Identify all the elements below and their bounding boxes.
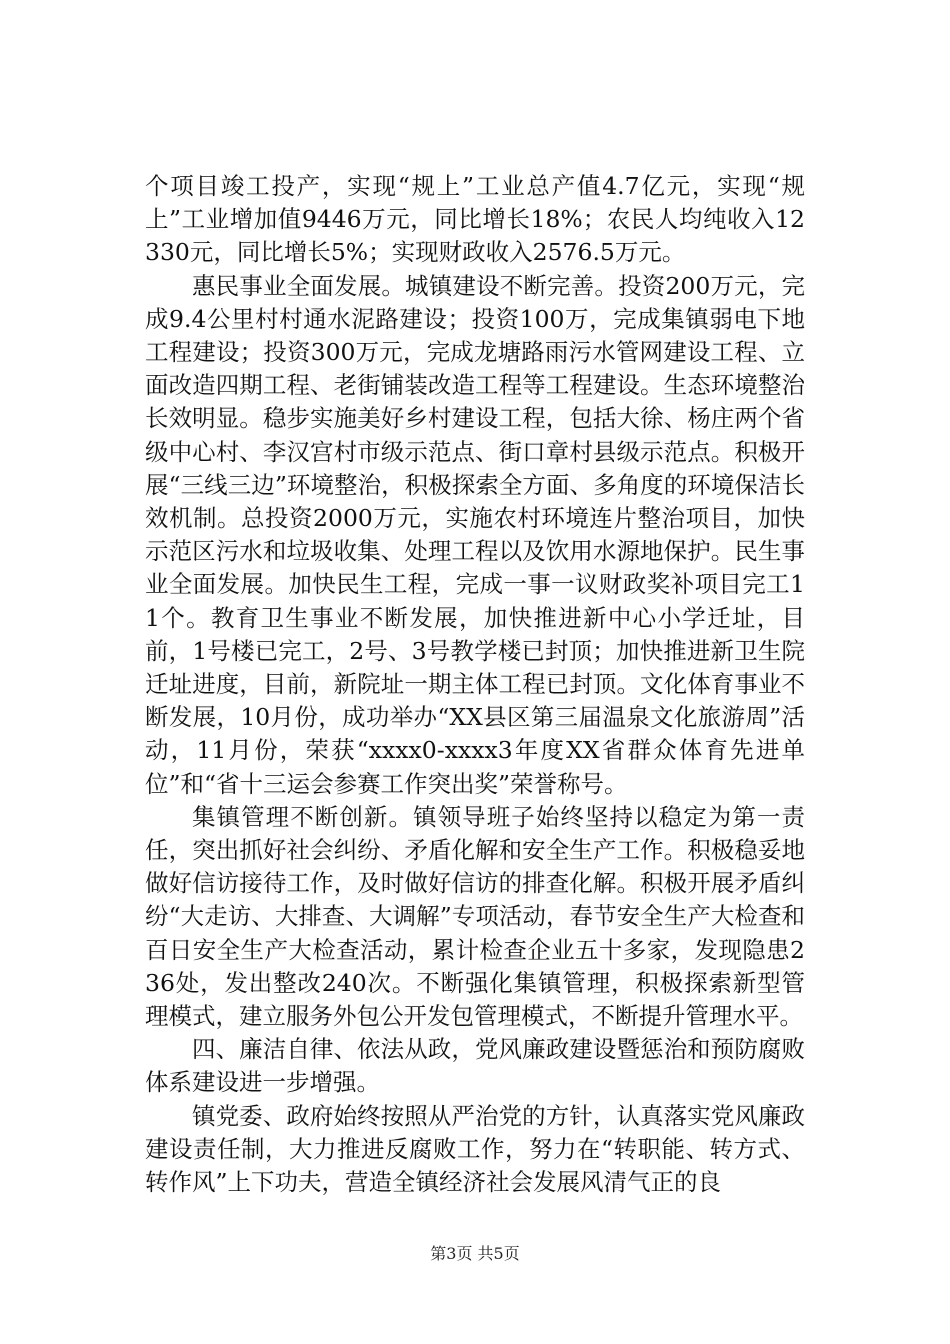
page-number-footer: 第3页 共5页	[430, 1244, 520, 1263]
paragraph-town-management: 集镇管理不断创新。镇领导班子始终坚持以稳定为第一责任，突出抓好社会纠纷、矛盾化解和安全生产工作。积极稳妥地做好信访接待工作，及时做好信访的排查化解。积极开展矛盾纠纷“大走访、大排查、大调解”专项活动，春节安全生产大检查和百日安全生产大检查活动，累计检查企业五十多家，发现隐患236处，发出整改240次。不断强化集镇管理，积极探索新型管理模式，建立服务外包公开发包管理模式，不断提升管理水平。	[145, 802, 805, 1031]
paragraph-continued: 个项目竣工投产，实现“规上”工业总产值4.7亿元，实现“规上”工业增加值9446万元，同比增长18%；农民人均纯收入12330元，同比增长5%；实现财政收入2576.5万元。	[145, 172, 805, 267]
section-heading-integrity: 四、廉洁自律、依法从政，党风廉政建设暨惩治和预防腐败体系建设进一步增强。	[145, 1035, 805, 1097]
document-body	[145, 170, 805, 1199]
paragraph-party-conduct: 镇党委、政府始终按照从严治党的方针，认真落实党风廉政建设责任制，大力推进反腐败工作，努力在“转职能、转方式、转作风”上下功夫，营造全镇经济社会发展风清气正的良	[145, 1101, 805, 1197]
paragraph-public-welfare: 惠民事业全面发展。城镇建设不断完善。投资200万元，完成9.4公里村村通水泥路建设；投资100万，完成集镇弱电下地工程建设；投资300万元，完成龙塘路雨污水管网建设工程、立面改造四期工程、老街铺装改造工程等工程建设。生态环境整治长效明显。稳步实施美好乡村建设工程，包括大徐、杨庄两个省级中心村、李汉宫村市级示范点、街口章村县级示范点。积极开展“三线三边”环境整治，积极探索全方面、多角度的环境保洁长效机制。总投资2000万元，实施农村环境连片整治项目，加快示范区污水和垃圾收集、处理工程以及饮用水源地保护。民生事业全面发展。加快民生工程，完成一事一议财政奖补项目完工11个。教育卫生事业不断发展，加快推进新中心小学迁址，目前，1号楼已完工，2号、3号教学楼已封顶；加快推进新卫生院迁址进度，目前，新院址一期主体工程已封顶。文化体育事业不断发展，10月份，成功举办“XX县区第三届温泉文化旅游周”活动，11月份，荣获“xxxx0-xxxx3年度XX省群众体育先进单位”和“省十三运会参赛工作突出奖”荣誉称号。	[145, 271, 805, 798]
